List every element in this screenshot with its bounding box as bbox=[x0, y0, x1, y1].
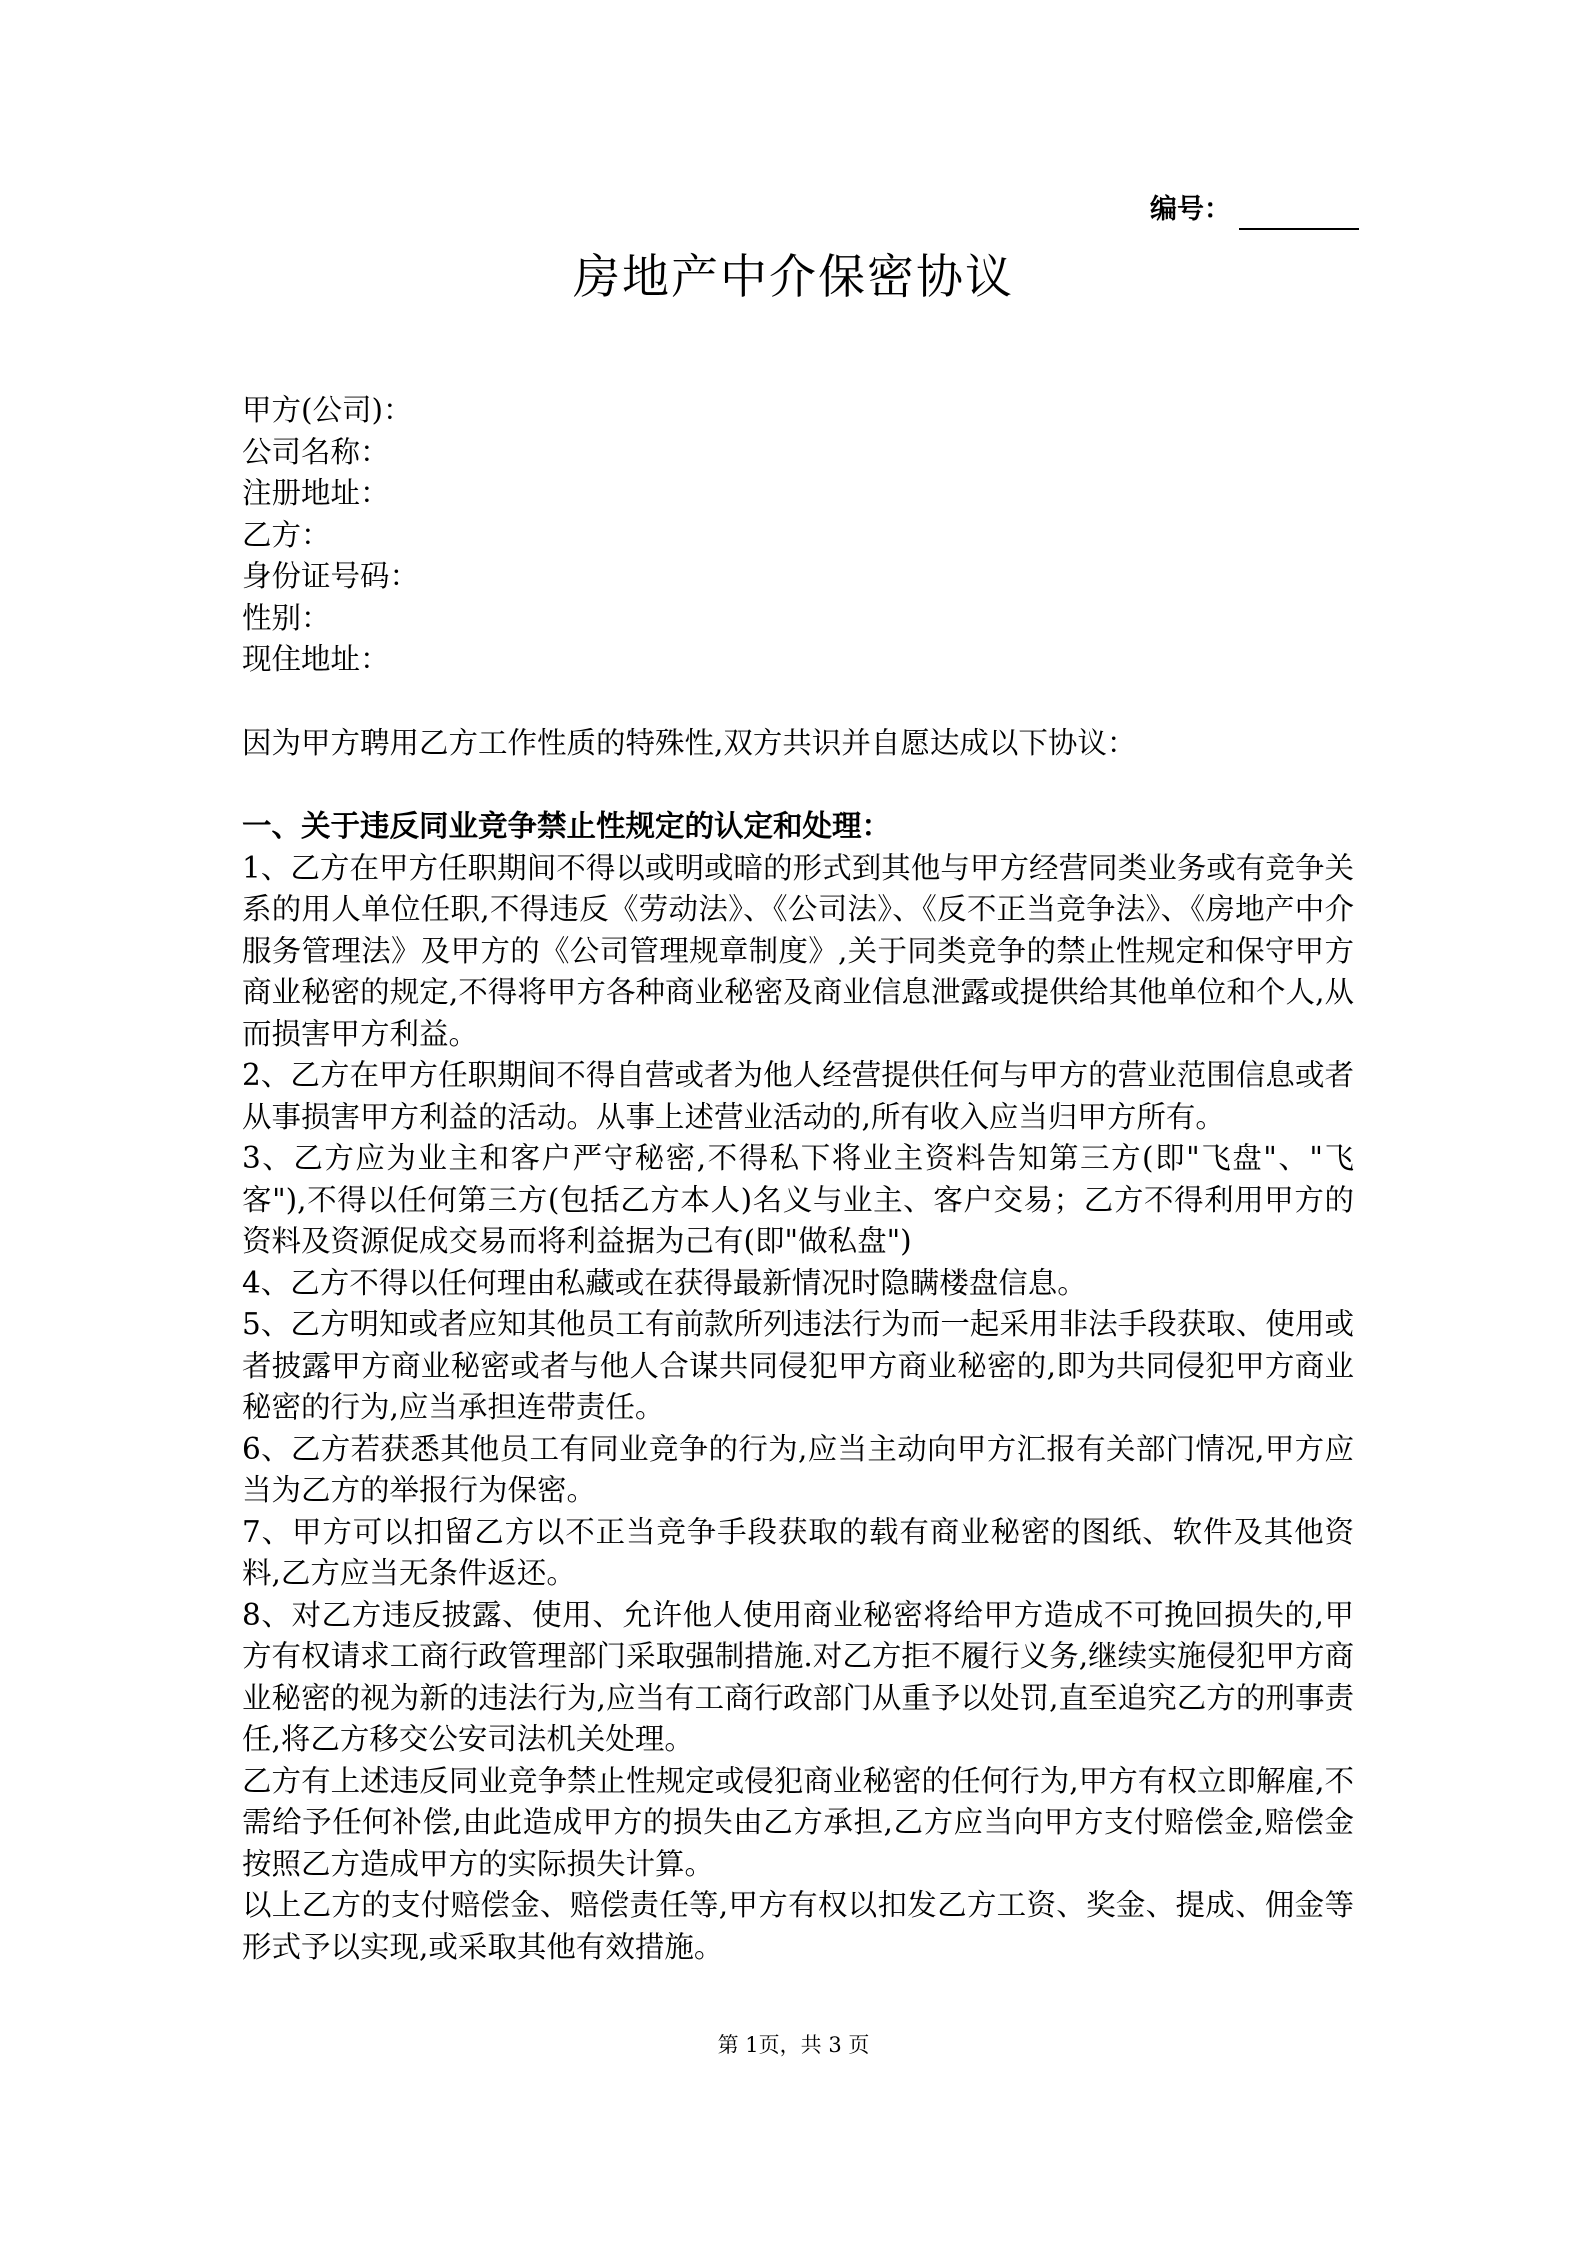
intro-paragraph: 因为甲方聘用乙方工作性质的特殊性,双方共识并自愿达成以下协议： bbox=[242, 725, 1137, 760]
document-body bbox=[242, 390, 1354, 1968]
document-number-blank bbox=[1239, 198, 1359, 230]
clause-paragraph: 3、乙方应为业主和客户严守秘密,不得私下将业主资料告知第三方(即"飞盘"、"飞客"),不得以任何第三方(包括乙方本人)名义与业主、客户交易；乙方不得利用甲方的资料及资源促成交易而将利益据为己有(即"做私盘") bbox=[242, 1141, 1354, 1258]
document-number-label: 编号： bbox=[1150, 194, 1231, 225]
party-line: 甲方(公司)： bbox=[242, 393, 413, 427]
party-line: 性别： bbox=[242, 600, 331, 635]
clause-paragraph: 2、乙方在甲方任职期间不得自营或者为他人经营提供任何与甲方的营业范围信息或者从事损害甲方利益的活动。从事上述营业活动的,所有收入应当归甲方所有。 bbox=[242, 1058, 1354, 1134]
party-line: 公司名称： bbox=[242, 434, 390, 469]
party-line: 现住地址： bbox=[242, 642, 390, 676]
page-footer: 第 1页，共 3 页 bbox=[717, 2033, 870, 2057]
party-line: 注册地址： bbox=[242, 476, 390, 510]
party-info-block bbox=[242, 390, 1354, 681]
clause-paragraph: 8、对乙方违反披露、使用、允许他人使用商业秘密将给甲方造成不可挽回损失的,甲方有权请求工商行政管理部门采取强制措施.对乙方拒不履行义务,继续实施侵犯甲方商业秘密的视为新的违法行为,应当有工商行政部门从重予以处罚,直至追究乙方的刑事责任,将乙方移交公安司法机关处理。 bbox=[242, 1597, 1354, 1756]
clause-paragraph: 乙方有上述违反同业竞争禁止性规定或侵犯商业秘密的任何行为,甲方有权立即解雇,不需给予任何补偿,由此造成甲方的损失由乙方承担,乙方应当向甲方支付赔偿金,赔偿金按照乙方造成甲方的实际损失计算。 bbox=[242, 1763, 1354, 1881]
document-number bbox=[1150, 190, 1359, 230]
document-title: 房地产中介保密协议 bbox=[573, 250, 1014, 305]
clause-paragraph: 1、乙方在甲方任职期间不得以或明或暗的形式到其他与甲方经营同类业务或有竞争关系的用人单位任职,不得违反《劳动法》、《公司法》、《反不正当竞争法》、《房地产中介服务管理法》及甲方的《公司管理规章制度》,关于同类竞争的禁止性规定和保守甲方商业秘密的规定,不得将甲方各种商业秘密及商业信息泄露或提供给其他单位和个人,从而损害甲方利益。 bbox=[242, 850, 1354, 1051]
party-line: 乙方： bbox=[242, 517, 331, 552]
clause-paragraph: 7、甲方可以扣留乙方以不正当竞争手段获取的载有商业秘密的图纸、软件及其他资料,乙方应当无条件返还。 bbox=[242, 1514, 1354, 1590]
section-heading: 一、关于违反同业竞争禁止性规定的认定和处理： bbox=[242, 809, 892, 843]
clause-paragraph: 5、乙方明知或者应知其他员工有前款所列违法行为而一起采用非法手段获取、使用或者披露甲方商业秘密或者与他人合谋共同侵犯甲方商业秘密的,即为共同侵犯甲方商业秘密的行为,应当承担连带责任。 bbox=[242, 1307, 1354, 1424]
clause-paragraph: 6、乙方若获悉其他员工有同业竞争的行为,应当主动向甲方汇报有关部门情况,甲方应当为乙方的举报行为保密。 bbox=[242, 1431, 1354, 1507]
clause-paragraph: 以上乙方的支付赔偿金、赔偿责任等,甲方有权以扣发乙方工资、奖金、提成、佣金等形式予以实现,或采取其他有效措施。 bbox=[242, 1888, 1354, 1964]
party-line: 身份证号码： bbox=[242, 559, 420, 593]
clause-paragraph: 4、乙方不得以任何理由私藏或在获得最新情况时隐瞒楼盘信息。 bbox=[242, 1265, 1087, 1300]
